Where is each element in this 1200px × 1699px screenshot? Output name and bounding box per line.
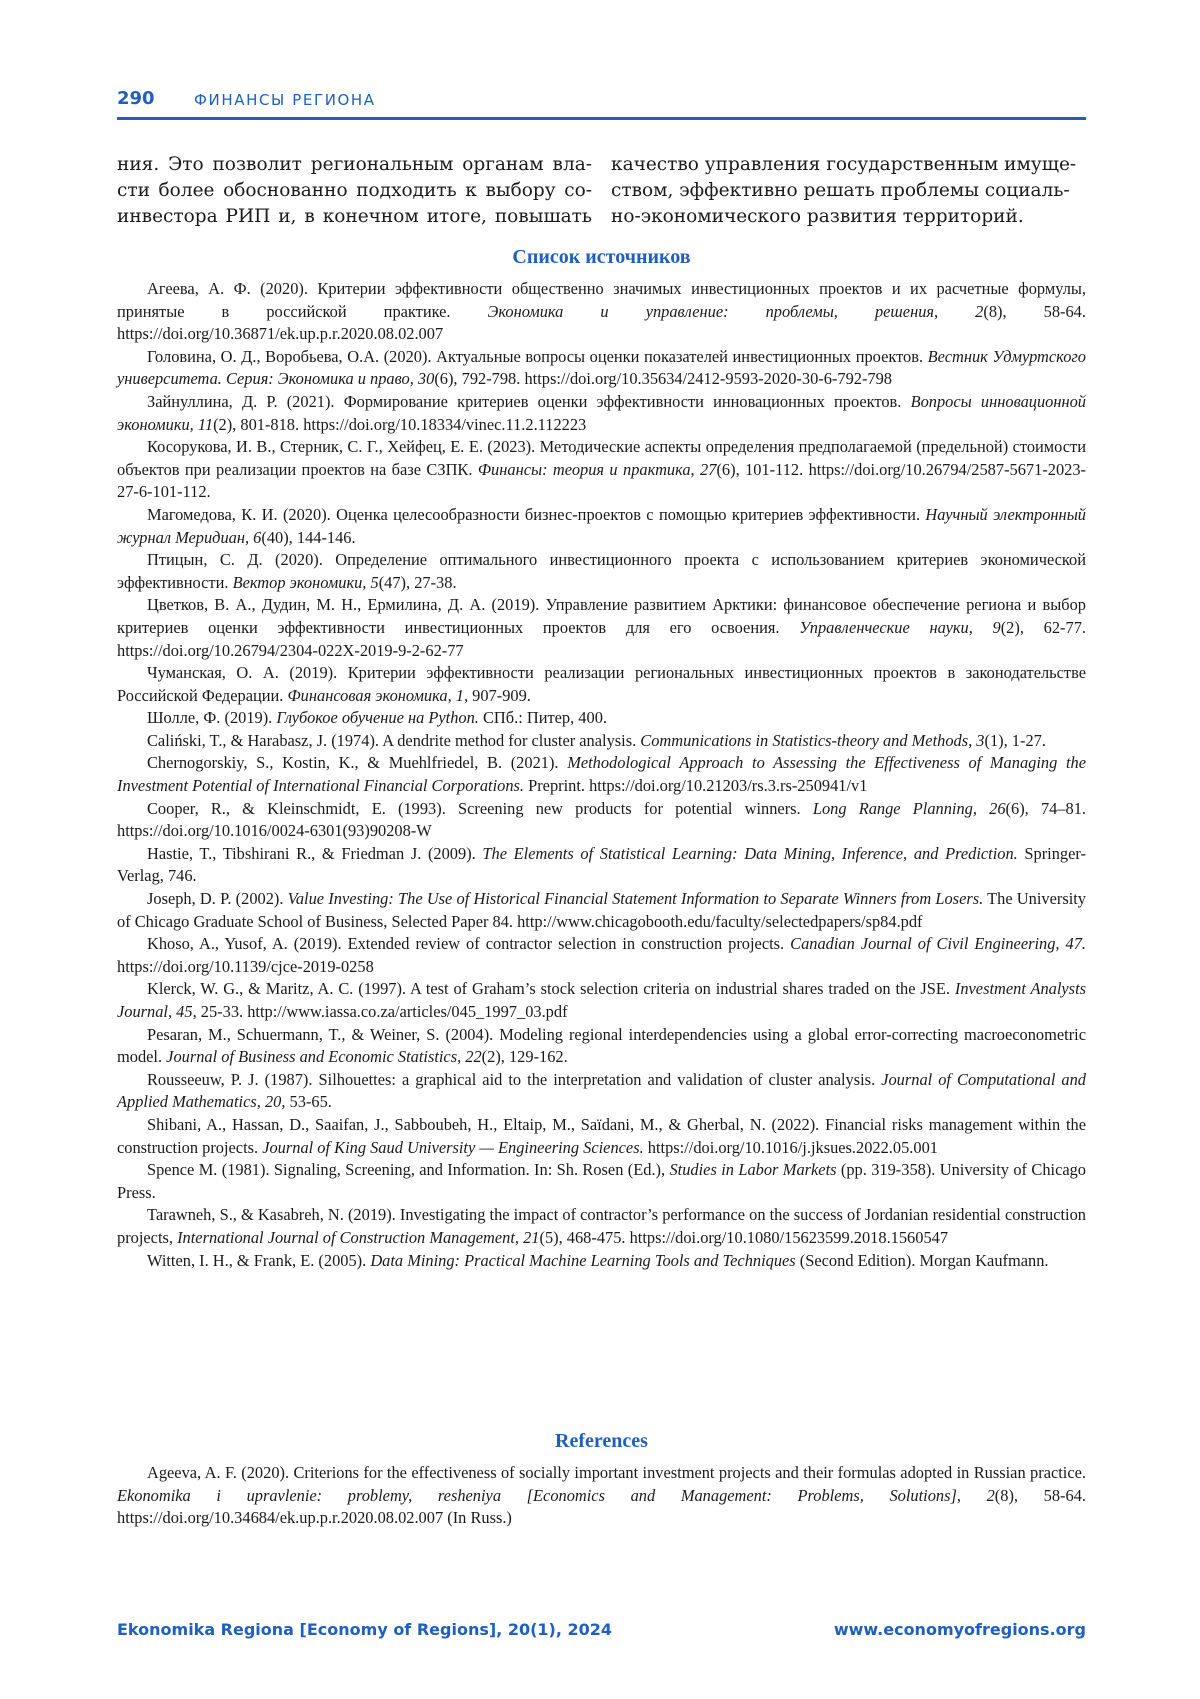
body-line: но-экономического развития территорий. xyxy=(611,204,1086,230)
reference-title: Вестник Удмуртского университета. Серия: Экономика и право, 30 xyxy=(117,347,1086,389)
footer-website-link[interactable]: www.economyofregions.org xyxy=(834,1620,1086,1639)
reference-entry xyxy=(117,662,1086,707)
reference-entry xyxy=(117,1204,1086,1249)
reference-details: (Second Edition). Morgan Kaufmann. xyxy=(796,1251,1049,1270)
header-rule xyxy=(117,117,1086,120)
reference-text: Khoso, A., Yusof, A. (2019). Extended review of contractor selection in construction projects. xyxy=(147,934,790,953)
body-line: качество управления государственным имуще- xyxy=(611,152,1086,178)
reference-title: Communications in Statistics-theory and Methods, 3 xyxy=(640,731,984,750)
sources-heading: Список источников xyxy=(117,246,1086,269)
reference-entry xyxy=(117,594,1086,662)
reference-text: Witten, I. H., & Frank, E. (2005). xyxy=(147,1251,370,1270)
body-column-right xyxy=(611,152,1086,230)
reference-text: Зайнуллина, Д. Р. (2021). Формирование критериев оценки эффективности инновационных проектов. xyxy=(147,392,911,411)
reference-title: The Elements of Statistical Learning: Data Mining, Inference, and Prediction. xyxy=(482,844,1017,863)
section-title: ФИНАНСЫ РЕГИОНА xyxy=(194,91,376,109)
reference-entry xyxy=(117,707,1086,730)
body-text xyxy=(117,152,1086,232)
reference-details: (1), 1-27. xyxy=(984,731,1045,750)
reference-text: Hastie, T., Tibshirani R., & Friedman J. (2009). xyxy=(147,844,482,863)
reference-details: (2), 801-818. https://doi.org/10.18334/vinec.11.2.112223 xyxy=(213,415,586,434)
reference-title: Экономика и управление: проблемы, решения, 2 xyxy=(488,302,984,321)
reference-title: Финансы: теория и практика, 27 xyxy=(478,460,717,479)
reference-details: (5), 468-475. https://doi.org/10.1080/15623599.2018.1560547 xyxy=(539,1228,948,1247)
reference-text: Spence M. (1981). Signaling, Screening, and Information. In: Sh. Rosen (Ed.), xyxy=(147,1160,669,1179)
page-number: 290 xyxy=(117,88,155,109)
reference-details: (2), 129-162. xyxy=(482,1047,568,1066)
reference-text: Shibani, A., Hassan, D., Saaifan, J., Sabboubeh, H., Eltaip, M., Saïdani, M., & Gherbal, N. (2022). Financial risks management within the construction projects. xyxy=(117,1115,1086,1157)
reference-details: Springer-Verlag, 746. xyxy=(117,844,1086,886)
reference-text: Цветков, В. А., Дудин, М. Н., Ермилина, Д. А. (2019). Управление развитием Арктики: финансовое обеспечение региона и выбор критериев оценки эффективности инвестиционных проектов для его освоения. xyxy=(117,595,1086,637)
references-heading: References xyxy=(117,1430,1086,1453)
reference-entry xyxy=(117,1114,1086,1159)
reference-title: Управленческие науки, 9 xyxy=(799,618,1001,637)
reference-text: Головина, О. Д., Воробьева, О.А. (2020). Актуальные вопросы оценки показателей инвестиционных проектов. xyxy=(147,347,928,366)
reference-details: (pp. 319-358). University of Chicago Press. xyxy=(117,1160,1086,1202)
reference-title: Вектор экономики, 5 xyxy=(233,573,379,592)
reference-title: Investment Analysts Journal, 45, xyxy=(117,979,1086,1021)
reference-title: Studies in Labor Markets xyxy=(669,1160,836,1179)
sources-list xyxy=(117,278,1086,1272)
reference-details: (6), 74–81. https://doi.org/10.1016/0024-6301(93)90208-W xyxy=(117,799,1086,841)
reference-text: Ageeva, A. F. (2020). Criterions for the effectiveness of socially important investment projects and their formulas adopted in Russian practice. xyxy=(147,1463,1086,1482)
reference-title: Глубокое обучение на Python. xyxy=(276,708,479,727)
reference-entry xyxy=(117,798,1086,843)
reference-details: СПб.: Питер, 400. xyxy=(479,708,607,727)
reference-entry xyxy=(117,1159,1086,1204)
reference-text: Магомедова, К. И. (2020). Оценка целесообразности бизнес-проектов с помощью критериев эффективности. xyxy=(147,505,925,524)
reference-text: Tarawneh, S., & Kasabreh, N. (2019). Investigating the impact of contractor’s performance on the success of Jordanian residential construction projects, xyxy=(117,1205,1086,1247)
reference-title: Value Investing: The Use of Historical Financial Statement Information to Separate Winners from Losers. xyxy=(288,889,984,908)
reference-text: Cooper, R., & Kleinschmidt, E. (1993). Screening new products for potential winners. xyxy=(147,799,813,818)
reference-title: Journal of King Saud University — Engineering Sciences. xyxy=(262,1138,643,1157)
reference-entry xyxy=(117,1250,1086,1273)
body-line: ния. Это позволит региональным органам вла- xyxy=(117,152,592,178)
reference-details: (40), 144-146. xyxy=(261,528,355,547)
reference-details: https://doi.org/10.1016/j.jksues.2022.05.001 xyxy=(644,1138,938,1157)
references-list xyxy=(117,1462,1086,1530)
reference-text: Klerck, W. G., & Maritz, A. C. (1997). A test of Graham’s stock selection criteria on industrial shares traded on the JSE. xyxy=(147,979,955,998)
reference-title: Long Range Planning, 26 xyxy=(813,799,1006,818)
body-line: сти более обоснованно подходить к выбору со- xyxy=(117,178,592,204)
reference-text: Косорукова, И. В., Стерник, С. Г., Хейфец, Е. Е. (2023). Методические аспекты определения предполагаемой (предельной) стоимости объектов при реализации проектов на базе СЗПК. xyxy=(117,437,1086,479)
reference-text: Птицын, С. Д. (2020). Определение оптимального инвестиционного проекта с использованием критериев экономической эффективности. xyxy=(117,550,1086,592)
reference-entry xyxy=(117,278,1086,346)
reference-entry xyxy=(117,1462,1086,1530)
reference-entry xyxy=(117,1024,1086,1069)
reference-title: Journal of Computational and Applied Mathematics, 20, xyxy=(117,1070,1086,1112)
reference-title: Journal of Business and Economic Statistics, 22 xyxy=(166,1047,482,1066)
reference-entry xyxy=(117,843,1086,888)
reference-text: Chernogorskiy, S., Kostin, K., & Muehlfriedel, B. (2021). xyxy=(147,753,567,772)
body-line: инвестора РИП и, в конечном итоге, повышать xyxy=(117,204,592,230)
body-line: ством, эффективно решать проблемы социаль- xyxy=(611,178,1086,204)
reference-entry xyxy=(117,933,1086,978)
reference-title: Вопросы инновационной экономики, 11 xyxy=(117,392,1086,434)
reference-details: 907-909. xyxy=(468,686,531,705)
reference-entry xyxy=(117,391,1086,436)
reference-details: Preprint. https://doi.org/10.21203/rs.3.rs-250941/v1 xyxy=(524,776,867,795)
body-column-left xyxy=(117,152,592,230)
reference-text: Чуманская, О. А. (2019). Критерии эффективности реализации региональных инвестиционных проектов в законодательстве Российской Федерации. xyxy=(117,663,1086,705)
reference-title: Data Mining: Practical Machine Learning Tools and Techniques xyxy=(370,1251,795,1270)
reference-details: (2), 62-77. https://doi.org/10.26794/2304-022X-2019-9-2-62-77 xyxy=(117,618,1086,660)
reference-entry xyxy=(117,978,1086,1023)
reference-details: (6), 101-112. https://doi.org/10.26794/2587-5671-2023-27-6-101-112. xyxy=(117,460,1086,502)
running-header xyxy=(117,86,1086,120)
reference-text: Pesaran, M., Schuermann, T., & Weiner, S. (2004). Modeling regional interdependencies using a global error-correcting macroeconometric model. xyxy=(117,1025,1086,1067)
reference-entry xyxy=(117,504,1086,549)
reference-details: (8), 58-64. https://doi.org/10.36871/ek.up.p.r.2020.08.02.007 xyxy=(117,302,1086,344)
reference-entry xyxy=(117,888,1086,933)
reference-details: https://doi.org/10.1139/cjce-2019-0258 xyxy=(117,957,374,976)
reference-details: (47), 27-38. xyxy=(379,573,457,592)
reference-title: Methodological Approach to Assessing the Effectiveness of Managing the Investment Potential of International Financial Corporations. xyxy=(117,753,1086,795)
reference-details: 25-33. http://www.iassa.co.za/articles/045_1997_03.pdf xyxy=(197,1002,568,1021)
reference-text: Агеева, А. Ф. (2020). Критерии эффективности общественно значимых инвестиционных проектов и их расчетные формулы, принятые в российской практике. xyxy=(117,279,1086,321)
reference-entry xyxy=(117,1069,1086,1114)
reference-entry xyxy=(117,346,1086,391)
journal-page xyxy=(0,0,1200,1699)
reference-entry xyxy=(117,730,1086,753)
reference-details: (6), 792-798. https://doi.org/10.35634/2412-9593-2020-30-6-792-798 xyxy=(434,369,892,388)
reference-title: Canadian Journal of Civil Engineering, 47. xyxy=(790,934,1086,953)
reference-title: Финансовая экономика, 1, xyxy=(287,686,468,705)
reference-text: Rousseeuw, P. J. (1987). Silhouettes: a graphical aid to the interpretation and validation of cluster analysis. xyxy=(147,1070,881,1089)
reference-text: Шолле, Ф. (2019). xyxy=(147,708,276,727)
reference-details: 53-65. xyxy=(285,1092,331,1111)
reference-entry xyxy=(117,436,1086,504)
footer-journal: Ekonomika Regiona [Economy of Regions], 20(1), 2024 xyxy=(117,1620,612,1639)
reference-text: Joseph, D. P. (2002). xyxy=(147,889,288,908)
reference-text: Caliński, T., & Harabasz, J. (1974). A dendrite method for cluster analysis. xyxy=(147,731,640,750)
reference-title: Ekonomika i upravlenie: problemy, resheniya [Economics and Management: Problems, Solutions], 2 xyxy=(117,1486,995,1505)
reference-details: (8), 58-64. https://doi.org/10.34684/ek.up.p.r.2020.08.02.007 (In Russ.) xyxy=(117,1486,1086,1528)
reference-title: Научный электронный журнал Меридиан, 6 xyxy=(117,505,1086,547)
reference-title: International Journal of Construction Management, 21 xyxy=(177,1228,539,1247)
reference-details: The University of Chicago Graduate School of Business, Selected Paper 84. http://www.chicagobooth.edu/faculty/selectedpapers/sp84.pdf xyxy=(117,889,1086,931)
reference-entry xyxy=(117,549,1086,594)
reference-entry xyxy=(117,752,1086,797)
